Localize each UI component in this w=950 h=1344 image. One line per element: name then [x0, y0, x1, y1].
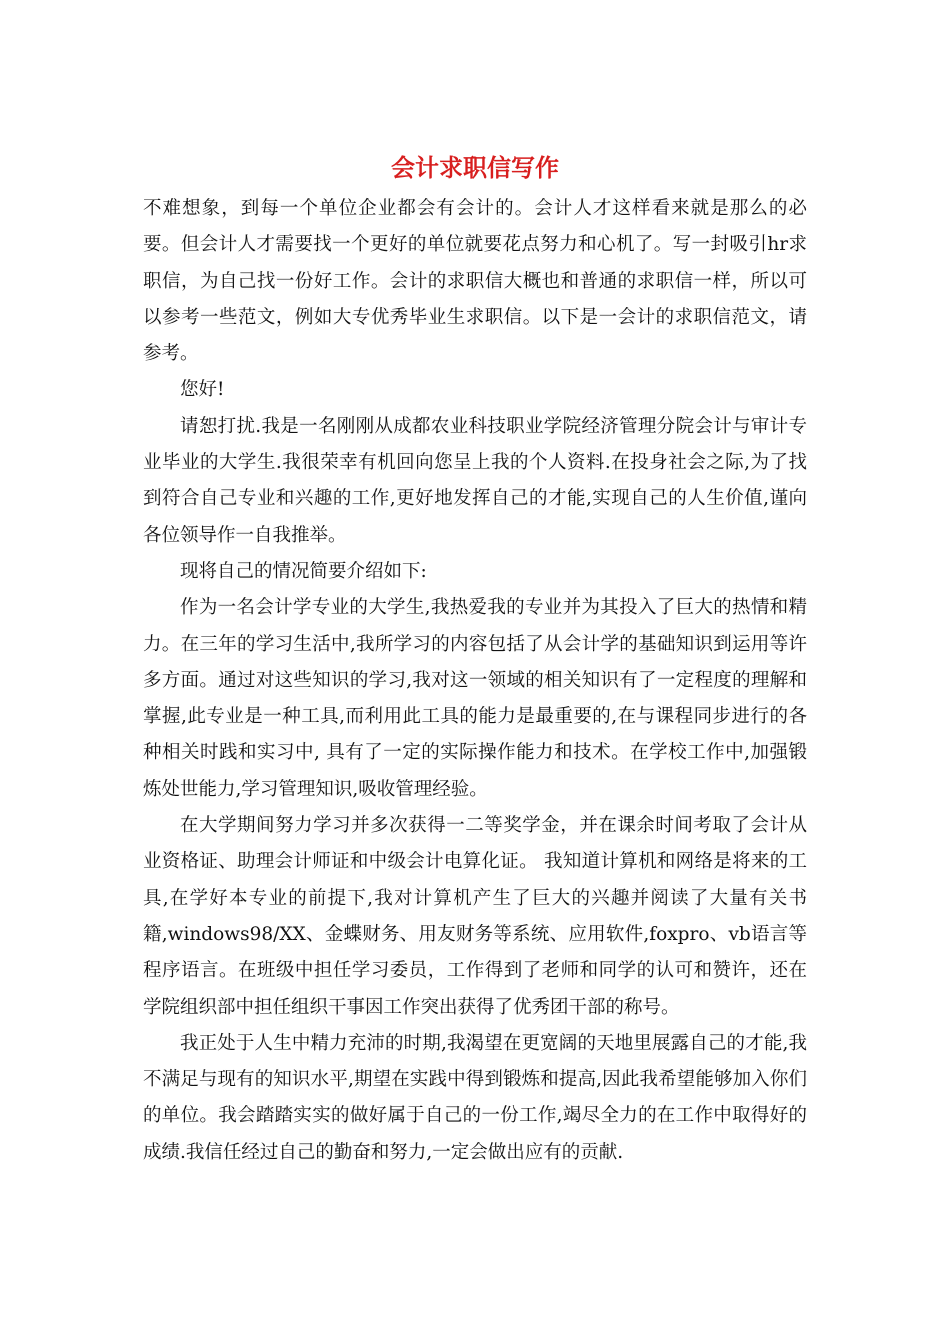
greeting-paragraph: 您好!: [180, 379, 225, 401]
intro-paragraph: 不难想象，到每一个单位企业都会有会计的。会计人才这样看来就是那么的必要。但会计人才需要找一个更好的单位就要花点努力和心机了。写一封吸引hr求职信，为自己找一份好工作。会计的求职信大概也和普通的求职信一样，所以可以参考一些范文，例如大专优秀毕业生求职信。以下是一会计的求职信范文，请参考。: [143, 198, 807, 365]
body-paragraph: 在大学期间努力学习并多次获得一二等奖学金，并在课余时间考取了会计从业资格证、助理会计师证和中级会计电算化证。 我知道计算机和网络是将来的工具,在学好本专业的前提下,我对计算机产生了巨大的兴趣并阅读了大量有关书籍,windows98/XX、金蝶财务、用友财务等系统、应用软件,foxpro、vb语言等程序语言。在班级中担任学习委员，工作得到了老师和同学的认可和赞许，还在学院组织部中担任组织干事因工作突出获得了优秀团干部的称号。: [143, 815, 807, 1018]
body-paragraph: 请恕打扰.我是一名刚刚从成都农业科技职业学院经济管理分院会计与审计专业毕业的大学生.我很荣幸有机回向您呈上我的个人资料.在投身社会之际,为了找到符合自己专业和兴趣的工作,更好地发挥自己的才能,实现自己的人生价值,谨向各位领导作一自我推举。: [143, 415, 807, 546]
document-title: 会计求职信写作: [391, 153, 559, 182]
body-paragraph: 现将自己的情况简要介绍如下:: [180, 560, 427, 582]
closing-paragraph: 我正处于人生中精力充沛的时期,我渴望在更宽阔的天地里展露自己的才能,我不满足与现有的知识水平,期望在实践中得到锻炼和提高,因此我希望能够加入你们的单位。我会踏踏实实的做好属于自己的一份工作,竭尽全力的在工作中取得好的成绩.我信任经过自己的勤奋和努力,一定会做出应有的贡献.: [143, 1032, 807, 1163]
body-paragraph: 作为一名会计学专业的大学生,我热爱我的专业并为其投入了巨大的热情和精力。在三年的学习生活中,我所学习的内容包括了从会计学的基础知识到运用等许多方面。通过对这些知识的学习,我对这一领域的相关知识有了一定程度的理解和掌握,此专业是一种工具,而利用此工具的能力是最重要的,在与课程同步进行的各种相关时践和实习中, 具有了一定的实际操作能力和技术。在学校工作中,加强锻炼处世能力,学习管理知识,吸收管理经验。: [143, 597, 807, 800]
document-body: [143, 191, 807, 1171]
